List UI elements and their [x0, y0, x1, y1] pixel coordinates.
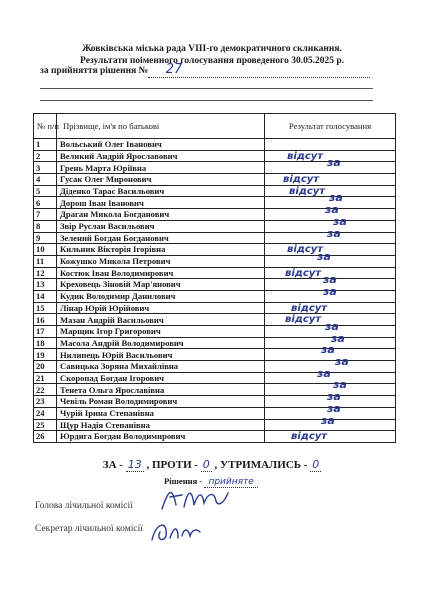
deputy-name: Марщик Ігор Григорович [57, 326, 265, 338]
vote-result: за [321, 413, 335, 427]
deputy-name: Вольський Олег Іванович [57, 139, 265, 151]
vote-result: за [327, 226, 341, 240]
table-row [34, 302, 396, 314]
table-row [34, 232, 396, 244]
vote-result: відсут [287, 150, 324, 162]
table-row [34, 431, 396, 443]
row-number: 24 [34, 407, 57, 419]
deputy-name: Юрдига Богдан Володимирович [57, 431, 265, 443]
row-number: 4 [34, 174, 57, 186]
vote-result: за [327, 390, 341, 404]
vote-result: за [325, 320, 339, 333]
decision-label: за прийняття рішення № [40, 66, 149, 76]
header-title: Жовківська міська рада VIII-го демократичного скликання. [82, 44, 342, 54]
secretary-label: Секретар лічильної комісії [35, 524, 143, 534]
vote-result-cell [265, 139, 396, 151]
table-row [34, 337, 396, 349]
vote-result: за [317, 366, 331, 380]
blank-line [40, 88, 373, 89]
row-number: 20 [34, 361, 57, 373]
deputy-name: Чевіль Роман Володимирович [57, 396, 265, 408]
voting-table [33, 113, 396, 443]
vote-result: за [327, 401, 341, 415]
decision-line [40, 62, 370, 80]
deputy-name: Діденко Тарас Васильович [57, 185, 265, 197]
table-row [34, 267, 396, 279]
row-number: 5 [34, 185, 57, 197]
for-label: ЗА - [102, 459, 123, 471]
decision-underline [148, 77, 370, 78]
vote-result: за [317, 249, 331, 263]
vote-result: за [323, 273, 337, 287]
vote-result-cell [265, 343, 396, 361]
deputy-name: Кудик Володимир Данилович [57, 290, 265, 302]
vote-result-cell [265, 203, 396, 221]
vote-result: за [325, 203, 339, 217]
vote-result: за [321, 343, 335, 357]
header-subtitle: Результати поіменного голосування проведеного 30.05.2025 р. [80, 56, 344, 66]
vote-result: відсут [285, 314, 322, 326]
row-number: 25 [34, 419, 57, 431]
row-number: 22 [34, 384, 57, 396]
vote-result: відсут [289, 185, 326, 197]
abstain-label: , УТРИМАЛИСЬ - [214, 459, 308, 471]
table-row [34, 244, 396, 256]
vote-result-cell [265, 284, 396, 302]
deputy-name: Великий Андрій Ярославович [57, 150, 265, 162]
row-number: 26 [34, 431, 57, 443]
against-label: , ПРОТИ - [146, 459, 199, 471]
row-number: 23 [34, 396, 57, 408]
table-row [34, 419, 396, 431]
table-row [34, 162, 396, 174]
vote-result-cell [265, 226, 396, 244]
vote-result: за [329, 191, 343, 205]
deputy-name: Грень Марта Юріївна [57, 162, 265, 174]
table-row [34, 255, 396, 267]
vote-result: за [327, 156, 341, 170]
deputy-name: Нилипець Юрій Васильович [57, 349, 265, 361]
table-row [34, 279, 396, 291]
row-number: 12 [34, 267, 57, 279]
decision-status-value: прийняте [204, 477, 257, 488]
vote-result-cell [265, 413, 396, 431]
row-number: 14 [34, 290, 57, 302]
for-value: 13 [127, 458, 142, 471]
col-num-header: № п/п [34, 114, 57, 139]
col-name-header: Прізвище, ім'я по батькові [57, 114, 265, 139]
blank-line [40, 100, 373, 101]
deputy-name: Лінар Юрій Юрійович [57, 302, 265, 314]
deputy-name: Савицька Зоряна Михайлівна [57, 361, 265, 373]
deputy-name: Звір Руслан Васильович [57, 220, 265, 232]
col-result-header: Результат голосування [265, 114, 396, 139]
vote-result-cell [265, 302, 396, 314]
deputy-name: Тенета Ольга Ярославівна [57, 384, 265, 396]
deputy-name: Щур Надія Степанівна [57, 419, 265, 431]
vote-result: за [333, 214, 347, 228]
vote-result-cell [265, 366, 396, 384]
vote-result-cell [265, 431, 396, 443]
deputy-name: Креховець Зіновій Мар'янович [57, 279, 265, 291]
row-number: 2 [34, 150, 57, 162]
row-number: 21 [34, 372, 57, 384]
vote-result: відсут [291, 431, 328, 443]
deputy-name: Дорош Іван Іванович [57, 197, 265, 209]
row-number: 9 [34, 232, 57, 244]
table-row [34, 396, 396, 408]
secretary-signature [148, 518, 204, 546]
vote-result: відсут [285, 267, 322, 279]
table-row [34, 220, 396, 232]
table-row [34, 314, 396, 326]
vote-result: за [333, 378, 347, 392]
table-row [34, 174, 396, 186]
row-number: 19 [34, 349, 57, 361]
table-row [34, 361, 396, 373]
row-number: 3 [34, 162, 57, 174]
deputy-name: Кильник Вікторія Ігорівна [57, 244, 265, 256]
deputy-name: Масола Андрій Володимирович [57, 337, 265, 349]
row-number: 18 [34, 337, 57, 349]
deputy-name: Скоропад Богдан Ігорович [57, 372, 265, 384]
row-number: 6 [34, 197, 57, 209]
deputy-name: Кожушко Микола Петрович [57, 255, 265, 267]
against-value: 0 [202, 458, 210, 471]
vote-result: за [335, 355, 349, 369]
deputy-name: Чурій Ірина Степанівна [57, 407, 265, 419]
vote-result: за [331, 331, 345, 345]
row-number: 8 [34, 220, 57, 232]
abstain-value: 0 [312, 458, 320, 471]
deputy-name: Костюк Іван Володимирович [57, 267, 265, 279]
table-row [34, 150, 396, 162]
row-number: 15 [34, 302, 57, 314]
vote-result: за [323, 284, 337, 298]
vote-result: відсут [287, 244, 324, 256]
deputy-name: Гусак Олег Миронович [57, 174, 265, 186]
chair-label: Голова лічильної комісії [35, 501, 133, 511]
decision-status-label: Рішення - [164, 476, 203, 486]
row-number: 16 [34, 314, 57, 326]
row-number: 7 [34, 209, 57, 221]
table-row [34, 407, 396, 419]
table-row [34, 384, 396, 396]
decision-number: 27 [165, 62, 183, 77]
chair-signature [158, 483, 238, 513]
deputy-name: Драган Микола Богданович [57, 209, 265, 221]
row-number: 1 [34, 139, 57, 151]
row-number: 17 [34, 326, 57, 338]
deputy-name: Зелений Богдан Богданович [57, 232, 265, 244]
table-row [34, 290, 396, 302]
row-number: 11 [34, 255, 57, 267]
table-header-row [34, 114, 396, 139]
row-number: 10 [34, 244, 57, 256]
table-row [34, 197, 396, 209]
vote-result-cell [265, 174, 396, 186]
vote-result: відсут [291, 302, 328, 314]
vote-result: відсут [283, 174, 320, 186]
row-number: 13 [34, 279, 57, 291]
table-row [34, 139, 396, 151]
vote-totals [0, 458, 424, 471]
deputy-name: Мазан Андрій Васильович [57, 314, 265, 326]
